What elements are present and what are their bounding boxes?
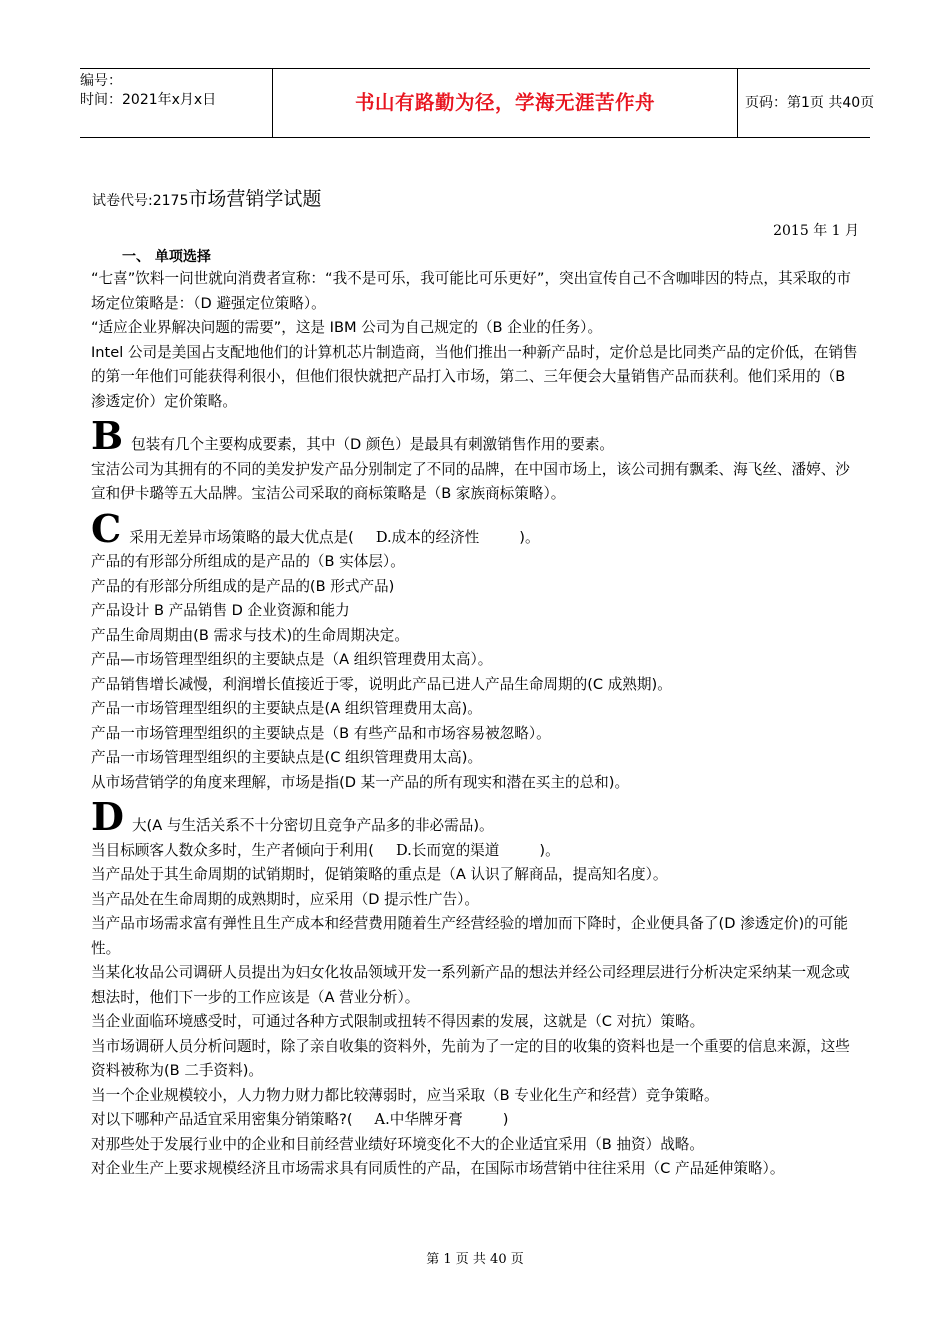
question-line: 宝洁公司为其拥有的不同的美发护发产品分别制定了不同的品牌，在中国市场上，该公司拥有飘柔、海飞丝、潘婷、沙宣和伊卡璐等五大品牌。宝洁公司采取的商标策略是（B 家族商标策略）。 [91,460,850,502]
question-line: 产品的有形部分所组成的是产品的(B 形式产品) [91,577,395,595]
question-close: ) [502,1111,509,1128]
question-line: 当一个企业规模较小，人力物力财力都比较薄弱时，应当采取（B 专业化生产和经营）竞争策略。 [91,1086,719,1104]
question-stem: 对以下哪种产品适宜采用密集分销策略?( [91,1111,353,1128]
time-label: 时间：2021年x月x日 [80,92,217,108]
exam-title [92,184,321,211]
question-line: “适应企业界解决问题的需要”，这是 IBM 公司为自己规定的（B 企业的任务）。 [91,319,603,336]
question-line: 从市场营销学的角度来理解，市场是指(D 某一产品的所有现实和潜在买主的总和)。 [91,773,630,791]
letter-group-c [91,505,863,551]
question-stem: 当目标顾客人数众多时，生产者倾向于利用( [91,841,374,859]
answer-option: D.长而宽的渠道 [395,841,500,859]
number-label: 编号： [80,73,122,89]
question-line: 当企业面临环境感受时，可通过各种方式限制或扭转不得因素的发展，这就是（C 对抗）策略。 [91,1013,705,1030]
header-table [80,68,875,138]
question-line: 产品—市场管理型组织的主要缺点是（A 组织管理费用太高）。 [91,651,493,668]
drop-cap-d: D [91,794,124,839]
drop-cap-c: C [91,505,122,551]
exam-name: 市场营销学试题 [188,188,322,210]
question-list [91,267,863,1182]
question-close: )。 [519,528,540,546]
exam-date: 2015 年 1 月 [773,223,859,239]
question-line: 当市场调研人员分析问题时，除了亲自收集的资料外，先前为了一定的目的收集的资料也是一个重要的信息来源，这些资料被称为(B 二手资料)。 [91,1037,850,1079]
question-line: 当产品市场需求富有弹性且生产成本和经营费用随着生产经营经验的增加而下降时，企业便具备了(D 渗透定价)的可能性。 [91,915,848,957]
question-line: Intel 公司是美国占支配地他们的计算机芯片制造商，当他们推出一种新产品时，定价总是比同类产品的定价低，在销售的第一年他们可能获得利很小，但他们很快就把产品打入市场，第二、三年便会大量销售产品而获利。他们采用的（B 渗透定价）定价策略。 [91,343,858,410]
section-heading: 一、 单项选择 [122,249,211,265]
question-line: 产品一市场管理型组织的主要缺点是(A 组织管理费用太高)。 [91,700,482,717]
header-left-cell [80,69,272,137]
question-line: 产品设计 B 产品销售 D 企业资源和能力 [91,602,350,619]
question-stem: 采用无差异市场策略的最大优点是( [129,528,354,546]
question-line: 当某化妆品公司调研人员提出为妇女化妆品领域开发一系列新产品的想法并经公司经理层进行分析决定采纳某一观念或想法时，他们下一步的工作应该是（A 营业分析）。 [91,964,850,1006]
question-line: 产品销售增长减慢，利润增长值接近于零，说明此产品已进人产品生命周期的(C 成熟期)。 [91,675,672,693]
letter-group-b [91,413,863,458]
question-line [91,839,863,864]
question-line: 包装有几个主要构成要素，其中（D 颜色）是最具有刺激销售作用的要素。 [131,436,615,453]
exam-code: 试卷代号:2175 [92,193,189,209]
question-line: 当产品处在生命周期的成熟期时，应采用（D 提示性广告）。 [91,890,480,908]
answer-option: A.中华牌牙膏 [374,1111,463,1128]
page-footer: 第 1 页 共 40 页 [426,1252,524,1267]
question-line: “七喜”饮料一问世就向消费者宣称：“我不是可乐，我可能比可乐更好”，突出宣传自己不含咖啡因的特点，其采取的市场定位策略是：（D 避强定位策略）。 [91,270,851,312]
question-line: 产品的有形部分所组成的是产品的（B 实体层）。 [91,553,405,570]
question-line [91,1108,863,1133]
question-line: 当产品处于其生命周期的试销期时，促销策略的重点是（A 认识了解商品，提高知名度）。 [91,866,668,883]
question-line: 产品一市场管理型组织的主要缺点是(C 组织管理费用太高)。 [91,749,483,766]
motto: 书山有路勤为径，学海无涯苦作舟 [272,69,738,137]
question-line: 对企业生产上要求规模经济且市场需求具有同质性的产品，在国际市场营销中往往采用（C 产品延伸策略）。 [91,1160,785,1177]
question-line: 产品一市场管理型组织的主要缺点是（B 有些产品和市场容易被忽略）。 [91,724,551,742]
page-info: 页码：第1页 共40页 [745,95,875,111]
answer-option: D.成本的经济性 [375,528,480,546]
question-close: )。 [539,841,560,859]
question-line [129,526,539,551]
letter-group-d [91,794,863,839]
drop-cap-b: B [91,413,124,458]
question-line: 产品生命周期由(B 需求与技术)的生命周期决定。 [91,626,409,644]
question-line: 大(A 与生活关系不十分密切且竞争产品多的非必需品)。 [131,817,494,834]
question-line: 对那些处于发展行业中的企业和目前经营业绩好环境变化不大的企业适宜采用（B 抽资）战略。 [91,1135,704,1153]
